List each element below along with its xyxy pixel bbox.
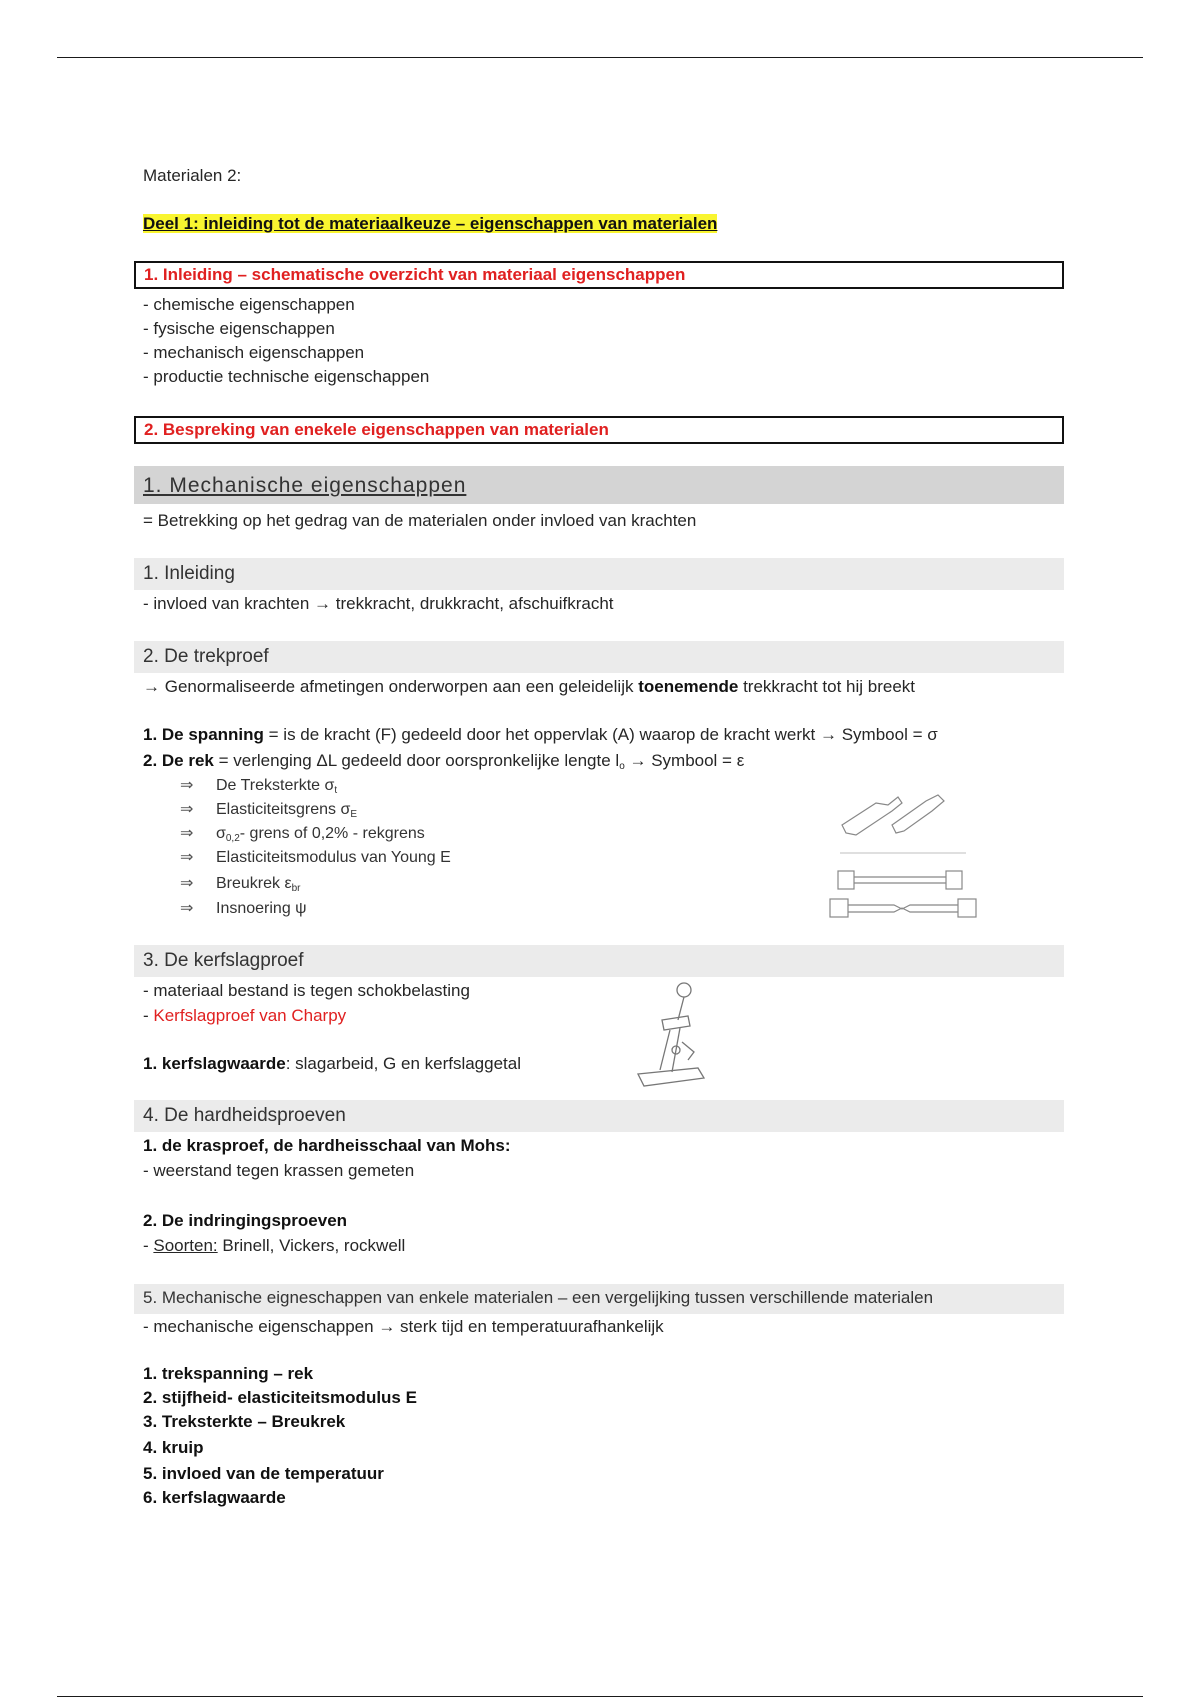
soorten-label: Soorten: [153, 1236, 218, 1255]
mech-heading: 1. Mechanische eigenschappen [143, 474, 467, 497]
inleiding-line: - invloed van krachten → trekkracht, drukkracht, afschuifkracht [143, 594, 614, 613]
kerfslag-charpy-line: - Kerfslagproef van Charpy [143, 1006, 347, 1025]
vergelijking-item: 3. Treksterkte – Breukrek [143, 1412, 346, 1431]
rek-line [143, 750, 744, 778]
top-rule [57, 57, 1143, 58]
rek-label: 2. De rek [143, 751, 214, 770]
trekproef-band [134, 641, 1064, 673]
soorten-text: Brinell, Vickers, rockwell [217, 1236, 406, 1255]
kerfslagwaarde-label: 1. kerfslagwaarde [143, 1054, 286, 1073]
vergelijking-item: 2. stijfheid- elasticiteitsmodulus E [143, 1388, 417, 1407]
trek-bullet: ⇒ De Treksterkte $\sigma_t$ [180, 777, 338, 796]
vergelijking-item: 5. invloed van de temperatuur [143, 1464, 384, 1483]
section2-heading: 2. Bespreking van enekele eigenschappen van materialen [134, 416, 1064, 444]
trek-bullet: ⇒ Breukrek $\varepsilon_{br}$ [180, 875, 301, 894]
charpy-machine-figure [632, 980, 712, 1090]
kerfslagwaarde-text: : slagarbeid, G en kerfslaggetal [285, 1054, 522, 1073]
section1-item: - mechanisch eigenschappen [143, 343, 365, 362]
charpy-text: Kerfslagproef van Charpy [153, 1006, 347, 1025]
trekproef-heading: 2. De trekproef [143, 646, 269, 667]
arrow-icon: ⇒ [180, 875, 194, 892]
trekproef-intro [143, 676, 915, 698]
rek-sub: o [619, 761, 625, 772]
section1-heading: 1. Inleiding – schematische overzicht van materiaal eigenschappen [134, 261, 1064, 289]
doc-title: Materialen 2: [143, 166, 242, 185]
part-heading [143, 213, 717, 235]
indringing-heading: 2. De indringingsproeven [143, 1211, 348, 1230]
krasproef-line: - weerstand tegen krassen gemeten [143, 1161, 415, 1180]
spanning-text: = is de kracht (F) gedeeld door het oppervlak (A) waarop de kracht werkt → Symbool = σ [263, 725, 938, 744]
section1-item: - productie technische eigenschappen [143, 367, 430, 386]
intro-bold: toenemende [638, 677, 739, 696]
hardheid-heading: 4. De hardheidsproeven [143, 1105, 346, 1126]
part-heading-text: Deel 1: inleiding tot de materiaalkeuze – eigenschappen van materialen [143, 214, 718, 233]
arrow-icon: ⇒ [180, 849, 194, 866]
kerfslag-line: - materiaal bestand is tegen schokbelasting [143, 981, 470, 1000]
intro-text-end: trekkracht tot hij breekt [738, 677, 916, 696]
kerfslagwaarde-line [143, 1053, 521, 1075]
vergelijking-item: 4. kruip [143, 1438, 204, 1457]
spanning-label: 1. De spanning [143, 725, 264, 744]
spanning-line [143, 724, 938, 746]
arrow-icon: ⇒ [180, 825, 194, 842]
section1-item: - fysische eigenschappen [143, 319, 335, 338]
vergelijking-item: 1. trekspanning – rek [143, 1364, 314, 1383]
kerfslag-heading: 3. De kerfslagproef [143, 950, 304, 971]
trek-bullet: ⇒ Elasticiteitsgrens $\sigma_E$ [180, 801, 358, 820]
vergelijking-line: - mechanische eigenschappen → sterk tijd en temperatuurafhankelijk [143, 1317, 664, 1336]
rek-text: = verlenging ΔL gedeeld door oorspronkelijke lengte l [213, 751, 620, 770]
inleiding-heading: 1. Inleiding [143, 563, 235, 584]
trek-bullet: ⇒ Insnoering ψ [180, 900, 307, 917]
inleiding-band [134, 558, 1064, 590]
rek-text-end: → Symbool = ε [624, 751, 745, 770]
vergelijking-item: 6. kerfslagwaarde [143, 1488, 286, 1507]
arrow-icon: ⇒ [180, 777, 194, 794]
intro-text: → Genormaliseerde afmetingen onderworpen aan een geleidelijk [143, 677, 639, 696]
tensile-specimen-figure [826, 775, 986, 925]
trek-bullet: ⇒ Elasticiteitsmodulus van Young E [180, 849, 451, 866]
mech-definition: = Betrekking op het gedrag van de materialen onder invloed van krachten [143, 511, 697, 530]
arrow-icon: ⇒ [180, 900, 194, 917]
section1-item: - chemische eigenschappen [143, 295, 355, 314]
trek-bullet: ⇒ $\sigma_{0,2}-$ grens of 0,2% - rekgrens [180, 825, 425, 844]
krasproef-heading: 1. de krasproef, de hardheisschaal van Mohs: [143, 1136, 511, 1155]
soorten-line: - Soorten: Brinell, Vickers, rockwell [143, 1236, 406, 1255]
arrow-icon: ⇒ [180, 801, 194, 818]
bottom-rule [57, 1696, 1143, 1697]
vergelijking-heading: 5. Mechanische eigneschappen van enkele materialen – een vergelijking tussen verschillende materialen [143, 1288, 934, 1307]
